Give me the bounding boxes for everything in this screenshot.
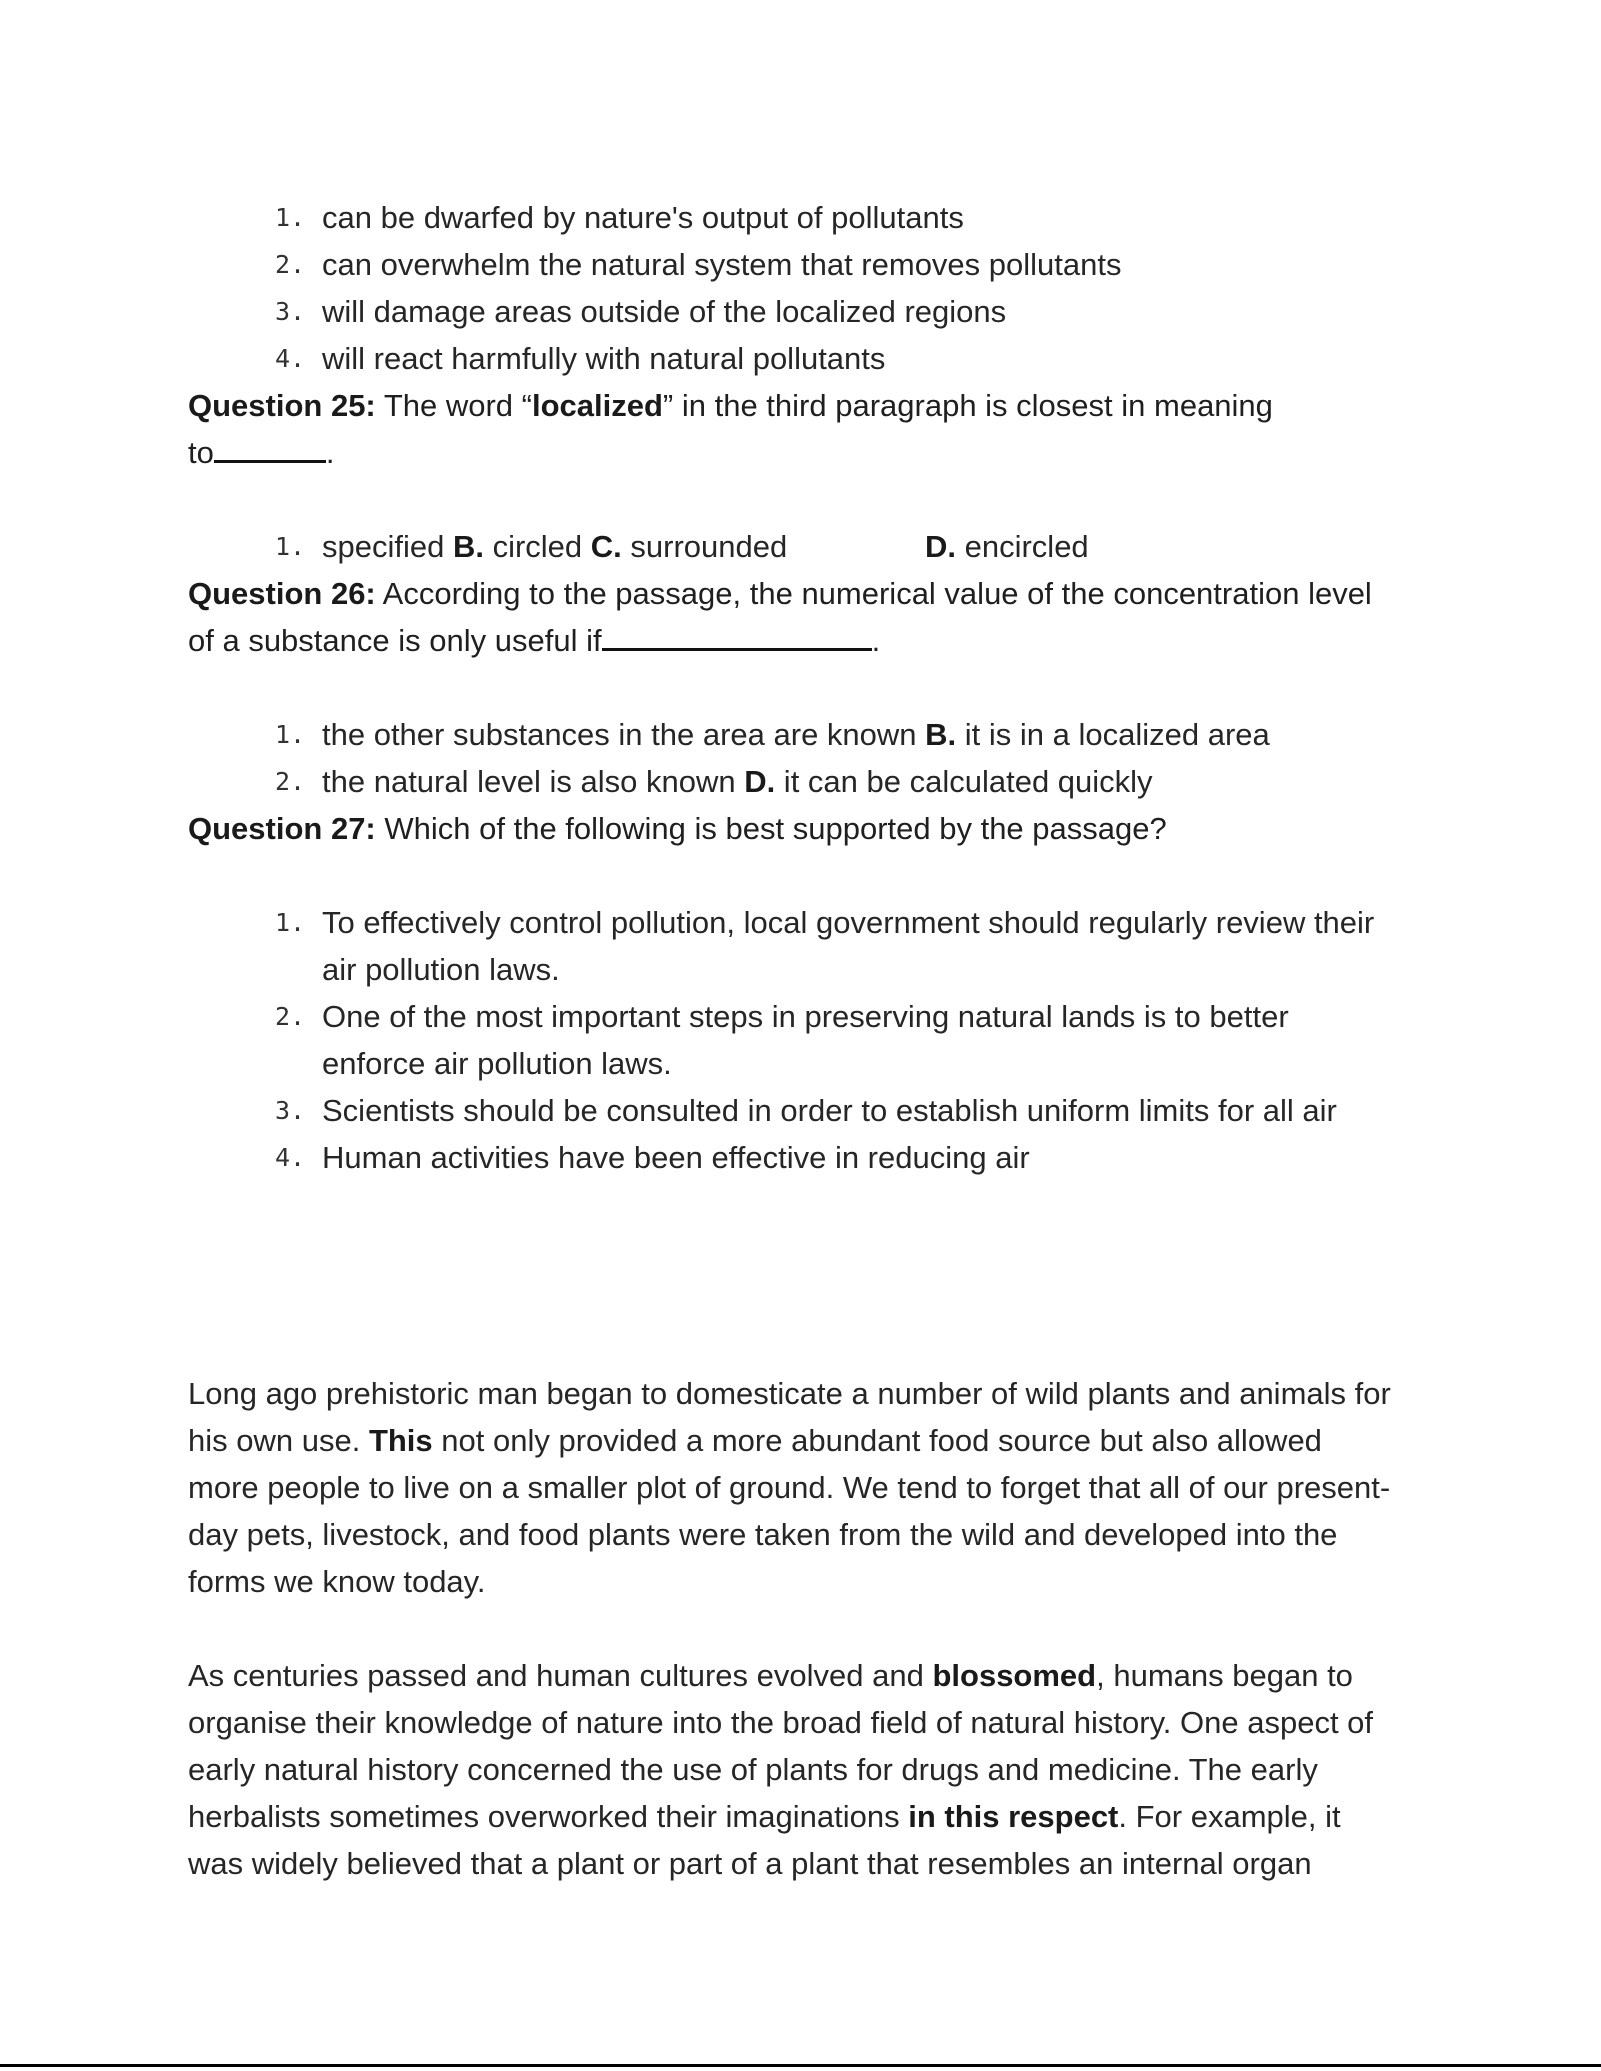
passage-text: his own use. (188, 1423, 369, 1458)
answer-blank (602, 624, 872, 651)
option-text: circled (483, 529, 591, 564)
q26-option-row-1 (322, 715, 1270, 755)
passage-p2-line-4 (188, 1793, 1341, 1840)
q25-option-d (925, 527, 1089, 567)
question-25-line-2 (188, 433, 334, 473)
question-text: According to the passage, the numerical value of the concentration level (375, 576, 1372, 611)
question-label: Question 26: (188, 576, 376, 611)
option-text: encircled (956, 529, 1089, 564)
question-text: to (188, 435, 214, 470)
passage-keyword: This (368, 1423, 433, 1458)
option-number: 2. (275, 767, 306, 796)
passage-p2-line-3: early natural history concerned the use of plants for drugs and medicine. The early (188, 1752, 1318, 1787)
option-text: specified (322, 529, 453, 564)
option-number: 1. (275, 203, 306, 232)
question-27 (188, 809, 1167, 849)
option-label: C. (590, 529, 622, 564)
question-keyword: localized (531, 388, 663, 423)
question-26 (188, 574, 1372, 614)
q27-option-1-line-2: air pollution laws. (322, 952, 560, 987)
q27-option-4: Human activities have been effective in reducing air (322, 1140, 1030, 1175)
passage-text: As centuries passed and human cultures evolved and (188, 1658, 933, 1693)
option-text: the other substances in the area are known (322, 717, 926, 752)
passage-text: herbalists sometimes overworked their imaginations (188, 1799, 909, 1834)
option-number: 1. (275, 532, 306, 561)
option-label: B. (925, 717, 957, 752)
passage-p1-line-3: more people to live on a smaller plot of ground. We tend to forget that all of our present- (188, 1470, 1391, 1505)
passage-p2-line-5: was widely believed that a plant or part of a plant that resembles an internal organ (188, 1846, 1312, 1881)
option-number: 3. (275, 1096, 306, 1125)
option-text: it can be calculated quickly (775, 764, 1153, 799)
passage-p2-line-1 (188, 1652, 1353, 1699)
option-number: 4. (275, 1143, 306, 1172)
passage-keyword: in this respect (908, 1799, 1119, 1834)
q24-option-1: can be dwarfed by nature's output of pollutants (322, 200, 964, 235)
option-number: 3. (275, 297, 306, 326)
option-number: 1. (275, 720, 306, 749)
q27-option-2-line-1: One of the most important steps in preserving natural lands is to better (322, 999, 1289, 1034)
question-25 (188, 386, 1273, 426)
option-number: 4. (275, 344, 306, 373)
passage-p1-line-2 (188, 1417, 1322, 1464)
passage-keyword: blossomed (932, 1658, 1097, 1693)
option-label: B. (452, 529, 484, 564)
option-label: D. (744, 764, 776, 799)
passage-p2-line-2: organise their knowledge of nature into the broad field of natural history. One aspect of (188, 1705, 1374, 1740)
answer-blank (214, 436, 326, 463)
question-text: ” in the third paragraph is closest in meaning (662, 388, 1273, 423)
question-text: . (325, 435, 335, 470)
question-label: Question 27: (188, 811, 376, 846)
option-text: it is in a localized area (956, 717, 1270, 752)
q27-option-3: Scientists should be consulted in order to establish uniform limits for all air (322, 1093, 1337, 1128)
option-number: 1. (275, 908, 306, 937)
question-text: The word “ (375, 388, 532, 423)
question-label: Question 25: (188, 388, 376, 423)
option-label: D. (925, 529, 956, 564)
option-text: surrounded (621, 529, 788, 564)
q24-option-4: will react harmfully with natural pollutants (322, 341, 886, 376)
q27-option-2-line-2: enforce air pollution laws. (322, 1046, 672, 1081)
option-number: 2. (275, 250, 306, 279)
passage-p1-line-1: Long ago prehistoric man began to domesticate a number of wild plants and animals for (188, 1376, 1391, 1411)
option-text: the natural level is also known (322, 764, 745, 799)
q24-option-2: can overwhelm the natural system that removes pollutants (322, 247, 1122, 282)
passage-text: , humans began to (1096, 1658, 1353, 1693)
q26-option-row-2 (322, 762, 1153, 802)
question-26-line-2 (188, 621, 880, 661)
passage-text: . For example, it (1118, 1799, 1341, 1834)
question-text: . (871, 623, 881, 658)
q27-option-1-line-1: To effectively control pollution, local government should regularly review their (322, 905, 1375, 940)
option-number: 2. (275, 1002, 306, 1031)
page-bottom-border (0, 2064, 1601, 2067)
q25-options-row (322, 527, 787, 567)
q24-option-3: will damage areas outside of the localized regions (322, 294, 1007, 329)
passage-p1-line-4: day pets, livestock, and food plants were taken from the wild and developed into the (188, 1517, 1338, 1552)
passage-p1-line-5: forms we know today. (188, 1564, 486, 1599)
question-text: of a substance is only useful if (188, 623, 602, 658)
question-text: Which of the following is best supported by the passage? (375, 811, 1167, 846)
passage-text: not only provided a more abundant food source but also allowed (432, 1423, 1322, 1458)
